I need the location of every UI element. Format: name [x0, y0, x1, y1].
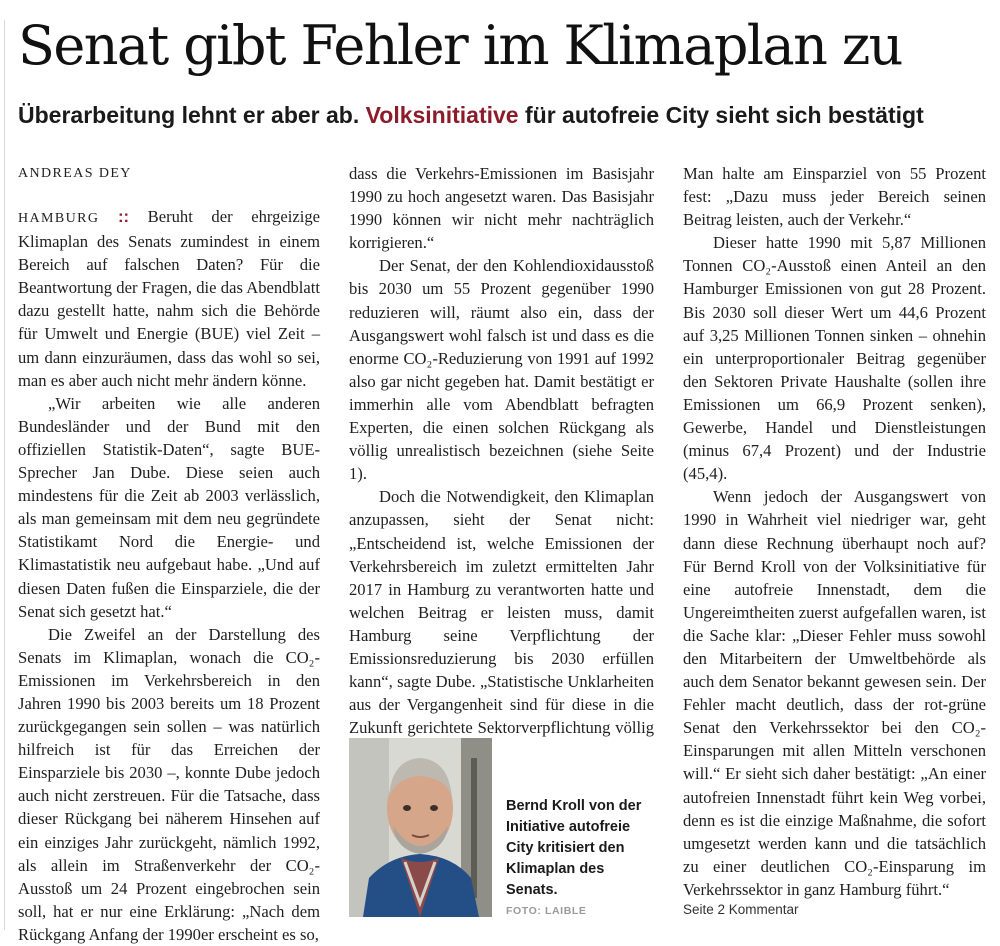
portrait-illustration: [349, 738, 492, 917]
article-paragraph: [18, 205, 320, 392]
article-paragraph: dass die Verkehrs-Emissionen im Basisjahr 1990 zu hoch angesetzt waren. Das Basisjahr 1990 können wir nicht mehr nachträglich korrigieren.“: [349, 164, 654, 253]
headline: Senat gibt Fehler im Klimaplan zu: [18, 14, 902, 77]
photo-caption: Bernd Kroll von der Initiative autofreie City kritisiert den Klimaplan des Senats.: [506, 798, 642, 898]
subheadline: [18, 98, 924, 132]
article-paragraph: Wenn jedoch der Ausgangswert von 1990 in Wahrheit viel niedriger war, geht dann diese Rechnung überhaupt noch auf? Für Bernd Kroll von der Volksinitiative für eine autofreie Innenstadt, dem die Ungereimtheiten zuerst aufgefallen waren, ist die Sache klar: „Dieser Fehler muss sowohl den Mitarbeitern der Umweltbehörde als auch dem Senator bekannt gewesen sein. Der Fehler macht deutlich, dass der rot-grüne Senat den Verkehrssektor bei den CO₂-Einsparungen mit allen Mitteln verschonen will.“ Er sieht sich daher bestätigt: „An einer autofreien Innenstadt führt kein Weg vorbei, denn es ist die einzige Maßnahme, die sofort umgesetzt werden kann und die tatsächlich zu einer deutlichen CO₂-Einsparung im Verkehrssektor in ganz Hamburg führt.“: [683, 487, 986, 899]
article-column-3: [683, 162, 986, 901]
article-paragraph: Man halte am Einsparziel von 55 Prozent fest: „Dazu muss jeder Bereich seinen Beitrag leisten, auch der Verkehr.“: [683, 164, 986, 230]
dateline: HAMBURG: [18, 211, 100, 226]
subheadline-accent: Volksinitiative: [365, 102, 519, 128]
byline: ANDREAS DEY: [18, 166, 132, 181]
article-column-2: [349, 162, 654, 762]
cross-reference: Seite 2 Kommentar: [683, 902, 799, 917]
subheadline-lead: Überarbeitung lehnt er aber ab.: [18, 102, 366, 128]
article-paragraph: Doch die Notwendigkeit, den Klimaplan anzupassen, sieht der Senat nicht: „Entscheidend ist, welche Emissionen der Verkehrsbereich im zuletzt ermittelten Jahr 2017 in Hamburg zu verantworten hatte und welchen Beitrag er leisten muss, damit Hamburg seine Verpflichtung der Emissionsreduzierung bis 2030 erfüllen kann“, sagte Dube. „Statistische Unklarheiten aus der Vergangenheit sind für diese in die Zukunft gerichtete Sektorverpflichtung völlig: [349, 487, 654, 738]
subheadline-tail: für autofreie City sieht sich bestätigt: [518, 102, 924, 128]
article-paragraph: Die Zweifel an der Darstellung des Senats im Klimaplan, wonach die CO₂-Emissionen im Verkehrsbereich in den Jahren 1990 bis 2003 bereits um 18 Prozent zurückgegangen sein sollen – was natürlich hilfreich ist für das Erreichen der Einsparziele bis 2030 –, konnte Dube jedoch auch nicht zerstreuen. Für die Tatsache, dass dieser Rückgang bei näherem Hinsehen auf ein einziges Jahr zurückgeht, nämlich 1992, als allein im Straßenverkehr der CO₂-Ausstoß um 24 Prozent eingebrochen sein soll, hat er nur eine Erklärung: „Nach dem Rückgang Anfang der 1990er erscheint es so,: [18, 624, 320, 944]
dateline-marker: ::: [117, 207, 130, 226]
article-paragraph: Dieser hatte 1990 mit 5,87 Millionen Tonnen CO₂-Ausstoß einen Anteil an den Hamburger Emissionen von gut 28 Prozent. Bis 2030 soll dieser Wert um 44,6 Prozent auf 3,25 Millionen Tonnen sinken – ohnehin ein unterproportionaler Beitrag gegenüber den Sektoren Private Haushalte (sollen ihre Emissionen um 66,9 Prozent senken), Gewerbe, Handel und Dienstleistungen (minus 67,4 Prozent) und der Industrie (45,4).: [683, 233, 986, 484]
paragraph-text: Beruht der ehrgeizige Klimaplan des Senats zumindest in einem Bereich auf falschen Daten? Für die Beantwortung der Fragen, die das Abendblatt dazu gestellt hatte, nahm sich die Behörde für Umwelt und Energie (BUE) viel Zeit – um dann einzuräumen, dass das wohl so sei, man es aber auch nicht mehr ändern könne.: [18, 207, 320, 390]
column-rule: [4, 20, 5, 930]
article-paragraph: Der Senat, der den Kohlendioxidausstoß bis 2030 um 55 Prozent gegenüber 1990 reduzieren will, räumt also ein, dass der Ausgangswert wohl falsch ist und dass es die enorme CO₂-Reduzierung von 1991 auf 1992 also gar nicht gegeben hat. Damit bestätigt er immerhin alle vom Abendblatt befragten Experten, die einen solchen Rückgang als völlig unrealistisch bezeichnen (siehe Seite 1).: [349, 256, 654, 484]
portrait-photo: [349, 738, 492, 917]
article-paragraph: „Wir arbeiten wie alle anderen Bundesländer und der Bund mit den offiziellen Statistik-Daten“, sagte BUE-Sprecher Jan Dube. Diese seien auch mindestens für die Zeit ab 2003 verlässlich, als man gemeinsam mit dem neu gegründete Statistikamt Nord die Energie- und Klimastatistik neu aufgebaut habe. „Und auf diesen Daten fußen die Einsparziele, die der Senat sich gesetzt hat.“: [18, 393, 320, 621]
article-column-1: [18, 162, 320, 946]
photo-credit: FOTO: LAIBLE: [506, 905, 587, 917]
